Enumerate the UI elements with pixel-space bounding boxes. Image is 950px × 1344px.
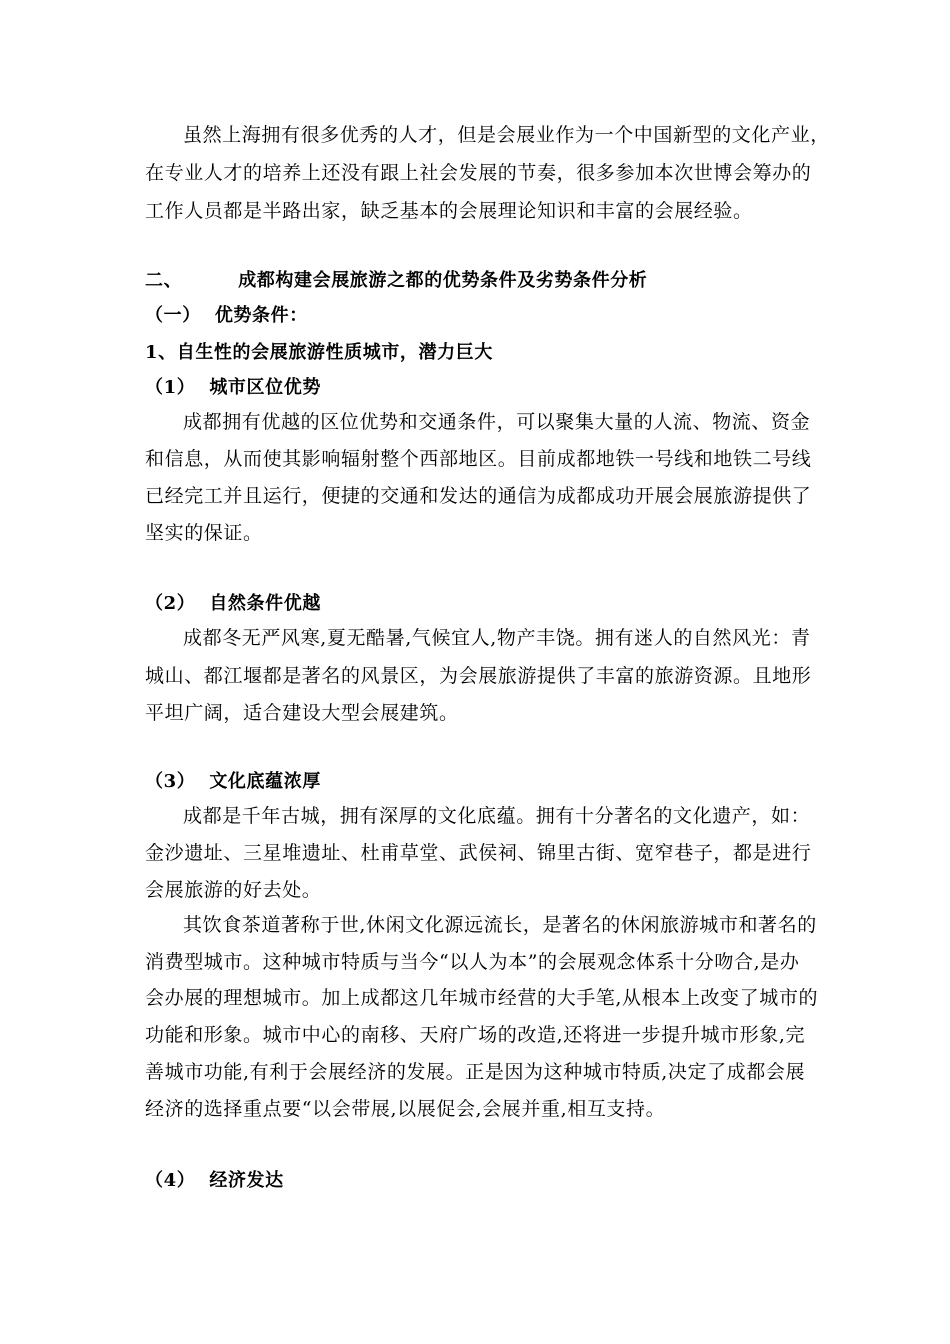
paragraph-line: 成都是千年古城，拥有深厚的文化底蕴。拥有十分著名的文化遗产，如： bbox=[183, 805, 811, 827]
item-title: 自然条件优越 bbox=[209, 593, 321, 614]
item-number: （1） bbox=[145, 377, 196, 398]
paragraph-line: 城山、都江堰都是著名的风景区，为会展旅游提供了丰富的旅游资源。且地形 bbox=[145, 665, 812, 687]
item-title: 文化底蕴浓厚 bbox=[209, 771, 321, 792]
item-title: 经济发达 bbox=[209, 1170, 284, 1191]
paragraph-line: 工作人员都是半路出家，缺乏基本的会展理论知识和丰富的会展经验。 bbox=[145, 200, 753, 222]
item-number: （2） bbox=[145, 593, 196, 614]
item-heading bbox=[145, 591, 845, 617]
paragraph-line: 平坦广阔，适合建设大型会展建筑。 bbox=[145, 702, 459, 724]
paragraph-line: 功能和形象。城市中心的南移、天府广场的改造,还将进一步提升城市形象,完 bbox=[145, 1024, 806, 1046]
paragraph-line: 已经完工并且运行，便捷的交通和发达的通信为成都成功开展会展旅游提供了 bbox=[145, 485, 812, 507]
item-title: 城市区位优势 bbox=[209, 377, 321, 398]
point-heading: 1、自生性的会展旅游性质城市，潜力巨大 bbox=[145, 342, 493, 363]
item-heading bbox=[145, 769, 845, 795]
paragraph-line: 其饮食茶道著称于世,休闲文化源远流长，是著名的休闲旅游城市和著名的 bbox=[183, 914, 817, 936]
section-title: 成都构建会展旅游之都的优势条件及劣势条件分析 bbox=[238, 270, 648, 291]
subsection-number: （一） bbox=[145, 305, 201, 326]
item-number: （3） bbox=[145, 771, 196, 792]
paragraph-line: 金沙遗址、三星堆遗址、杜甫草堂、武侯祠、锦里古街、宽窄巷子，都是进行 bbox=[145, 842, 812, 864]
item-number: （4） bbox=[145, 1170, 196, 1191]
paragraph-line: 坚实的保证。 bbox=[145, 522, 263, 544]
item-heading bbox=[145, 1168, 845, 1194]
subsection-title: 优势条件： bbox=[214, 305, 308, 326]
subsection-heading bbox=[145, 303, 845, 329]
paragraph-line: 会办展的理想城市。加上成都这几年城市经营的大手笔,从根本上改变了城市的 bbox=[145, 987, 819, 1009]
item-heading bbox=[145, 375, 845, 401]
paragraph-line: 在专业人才的培养上还没有跟上社会发展的节奏，很多参加本次世博会筹办的 bbox=[145, 162, 812, 184]
paragraph-line: 成都冬无严风寒,夏无酷暑,气候宜人,物产丰饶。拥有迷人的自然风光：青 bbox=[183, 627, 811, 649]
paragraph-line: 虽然上海拥有很多优秀的人才，但是会展业作为一个中国新型的文化产业， bbox=[183, 124, 830, 146]
section-heading bbox=[145, 268, 845, 294]
paragraph-line: 会展旅游的好去处。 bbox=[145, 879, 322, 901]
paragraph-line: 和信息，从而使其影响辐射整个西部地区。目前成都地铁一号线和地铁二号线 bbox=[145, 448, 812, 470]
paragraph-line: 经济的选择重点要“以会带展,以展促会,会展并重,相互支持。 bbox=[145, 1098, 666, 1120]
paragraph-line: 善城市功能,有利于会展经济的发展。正是因为这种城市特质,决定了成都会展 bbox=[145, 1061, 806, 1083]
section-number: 二、 bbox=[145, 270, 183, 291]
paragraph-line: 成都拥有优越的区位优势和交通条件，可以聚集大量的人流、物流、资金 bbox=[183, 411, 811, 433]
paragraph-line: 消费型城市。这种城市特质与当今“以人为本”的会展观念体系十分吻合,是办 bbox=[145, 951, 800, 973]
